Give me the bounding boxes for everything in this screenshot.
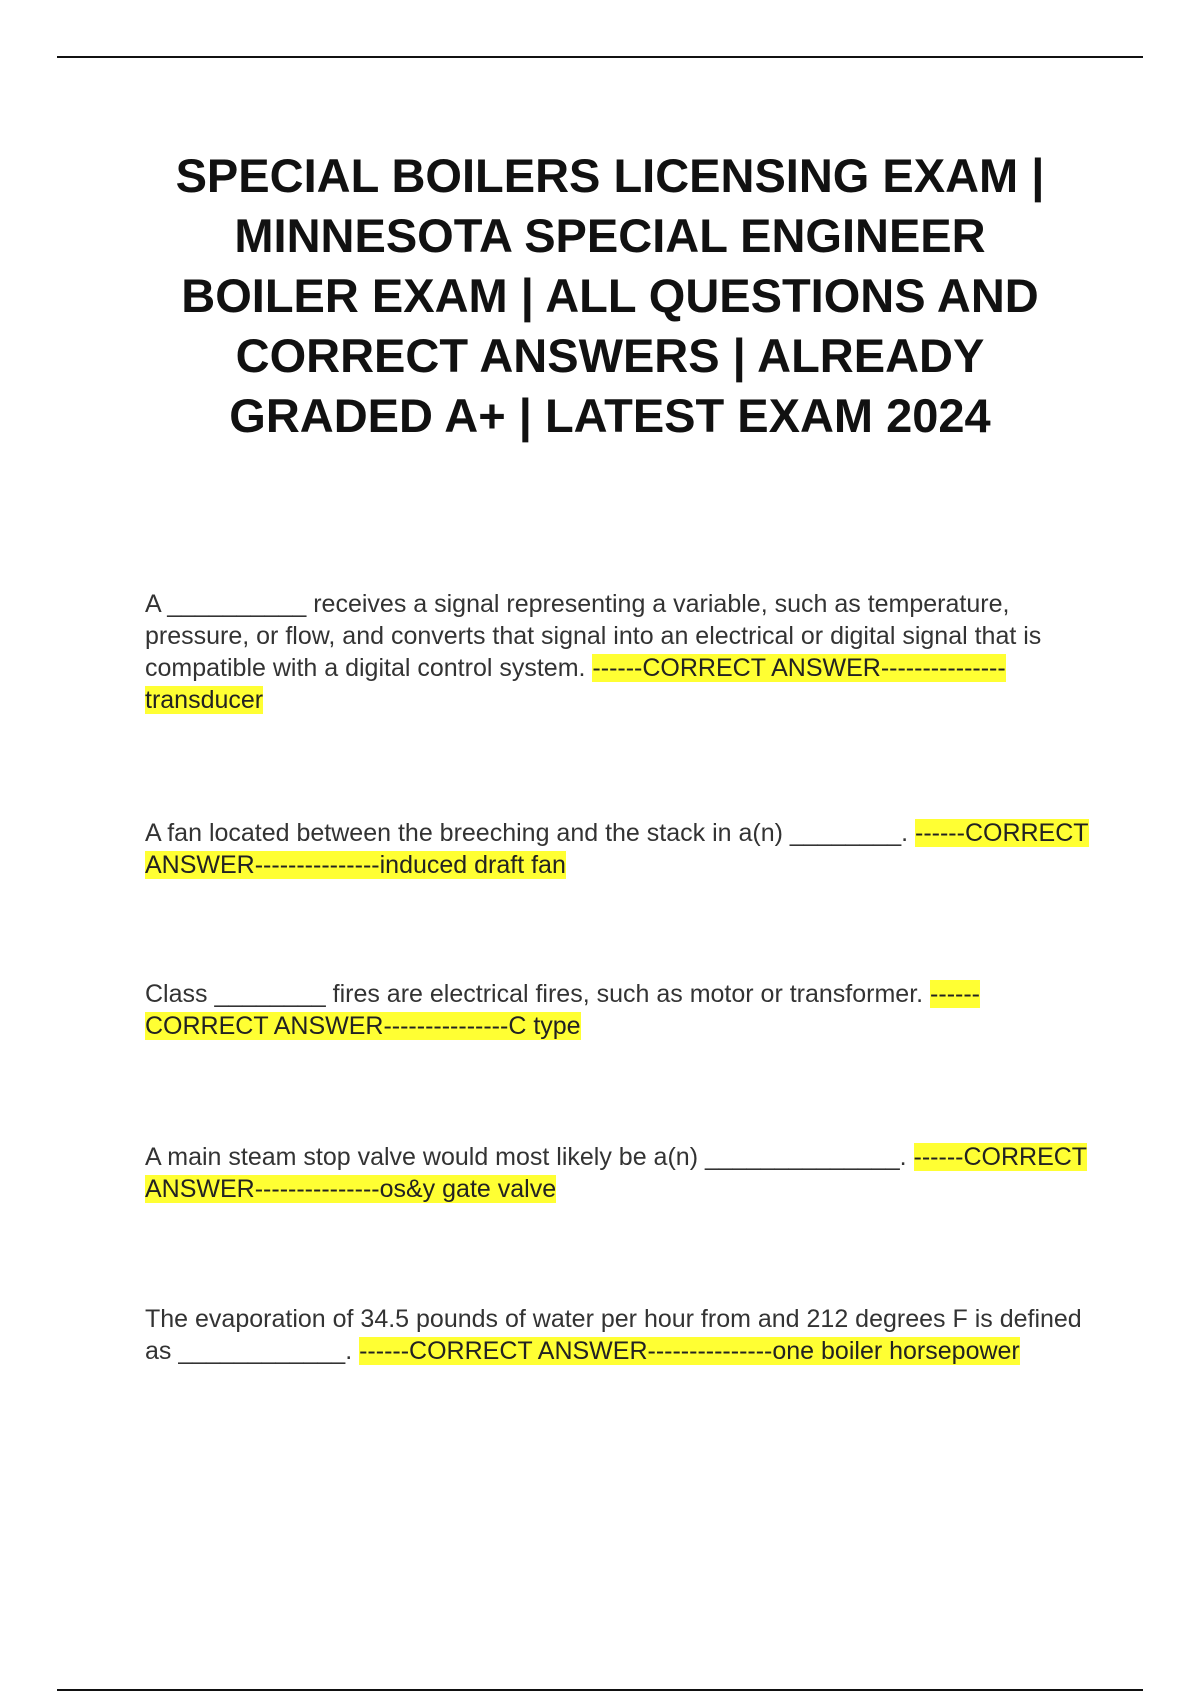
document-title: SPECIAL BOILERS LICENSING EXAM | MINNESOTA SPECIAL ENGINEER BOILER EXAM | ALL QUESTIONS AND CORRECT ANSWERS | ALREADY GRADED A+ | LATEST EXAM 2024 [175,149,1045,442]
qa-item [145,817,1090,881]
answer-highlight: ------CORRECT ANSWER---------------one boiler horsepower [359,1337,1020,1365]
question-text: A fan located between the breeching and the stack in a(n) ________. [145,819,915,847]
answer-highlight: ------CORRECT ANSWER---------------C type [145,980,980,1040]
question-text: A __________ receives a signal representing a variable, such as temperature, pressure, or flow, and converts that signal into an electrical or digital signal that is compatible with a digital control system. [145,590,1042,682]
question-text: The evaporation of 34.5 pounds of water per hour from and 212 degrees F is defined as ____________. [145,1305,1082,1365]
qa-item [145,978,1090,1042]
answer-highlight: ------CORRECT ANSWER---------------os&y gate valve [145,1143,1088,1203]
qa-item [145,1303,1090,1367]
question-text: Class ________ fires are electrical fires, such as motor or transformer. [145,980,931,1008]
qa-item [145,1141,1090,1205]
answer-highlight: ------CORRECT ANSWER---------------induced draft fan [145,819,1089,879]
answer-highlight: ------CORRECT ANSWER---------------transducer [145,654,1006,714]
top-rule [57,56,1143,58]
qa-item [145,588,1090,716]
question-text: A main steam stop valve would most likely be a(n) ______________. [145,1143,914,1171]
bottom-rule [57,1689,1143,1691]
